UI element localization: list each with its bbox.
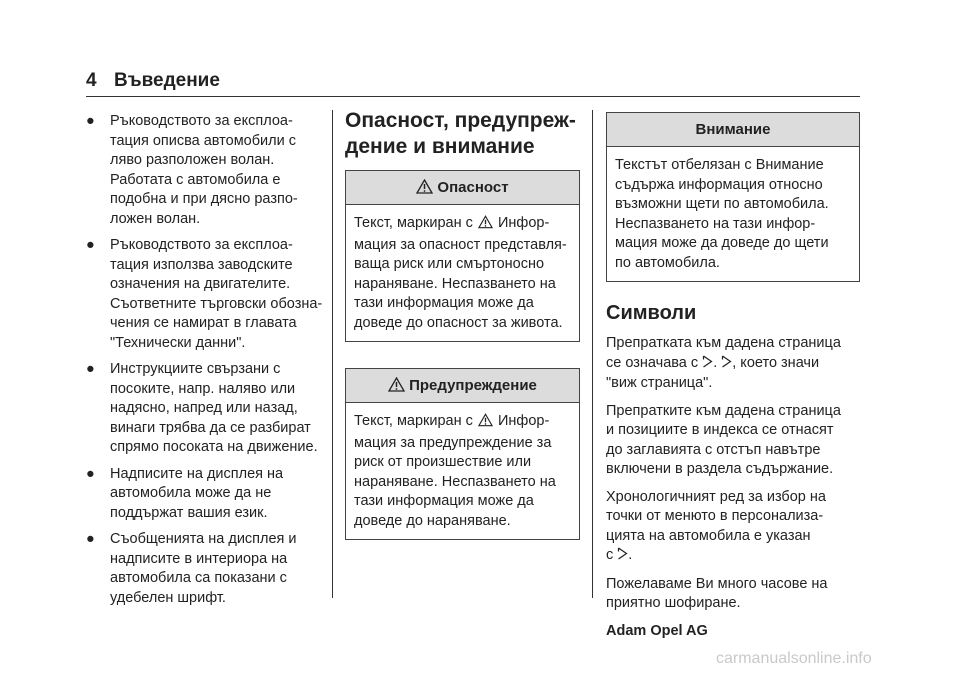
column-3 <box>606 112 860 649</box>
paragraph-text: Хронологичният ред за избор на точки от менюто в персонализа- цията на автомобила е указан с <box>606 488 826 563</box>
paragraph-text: . <box>713 354 722 371</box>
warning-triangle-icon <box>416 173 433 206</box>
warning-box-title: Предупреждение <box>409 377 537 394</box>
bullet-icon: ● <box>86 531 95 547</box>
bullet-text: Ръководството за експлоа- тация използва заводските означения на двигателите. Съответните търговски обозна- чения се намират в главата "Технически данни". <box>110 237 323 351</box>
bullet-text: Инструкциите свързани с посоките, напр. наляво или надясно, напред или назад, винаги трябва да се разбират спрямо посоката на движение. <box>110 361 318 455</box>
bullet-text: Надписите на дисплея на автомобила може да не поддържат вашия език. <box>110 465 284 521</box>
page-title: Въведение <box>114 70 220 91</box>
danger-box-body <box>346 205 579 341</box>
paragraph-index-reference: Препратките към дадена страница и позициите в индекса се отнасят до заглавията с отстъп навътре включени в раздела съдържание. <box>606 402 841 477</box>
page-reference-icon <box>702 355 713 375</box>
danger-box <box>345 170 580 342</box>
column-divider-1 <box>332 110 333 598</box>
warning-text-start: Текст, маркиран с <box>354 413 477 429</box>
page-number: 4 <box>86 70 97 91</box>
signature: Adam Opel AG <box>606 622 708 639</box>
danger-text-start: Текст, маркиран с <box>354 215 477 231</box>
caution-box <box>606 112 860 282</box>
page-reference-icon <box>721 355 732 375</box>
danger-box-header <box>346 171 579 205</box>
paragraph-text: , което значи "виж страница". <box>606 354 820 391</box>
warning-triangle-icon <box>478 215 493 236</box>
danger-box-title: Опасност <box>437 179 509 196</box>
column-2 <box>345 108 580 566</box>
column-1 <box>86 112 326 615</box>
list-item <box>86 530 326 608</box>
warning-text-rest: Инфор- мация за предупреждение за риск от произшествие или нараняване. Неспазването на тази информация може да доведе до нараняване. <box>354 413 556 529</box>
warning-box-body <box>346 403 579 539</box>
bullet-icon: ● <box>86 361 95 377</box>
bullet-text: Съобщенията на дисплея и надписите в интериора на автомобила са показани с удебелен шрифт. <box>110 531 297 606</box>
list-item <box>86 112 326 229</box>
paragraph-text: Препратката към дадена страница се означава с <box>606 335 841 371</box>
caution-box-body: Текстът отбелязан с Внимание съдържа информация относно възможни щети по автомобила. Неспазването на тази инфор- мация може да доведе до щети по автомобила. <box>615 157 829 271</box>
paragraph-text: . <box>628 547 633 563</box>
section-heading-symbols: Символи <box>606 302 697 324</box>
warning-triangle-icon <box>478 413 493 434</box>
list-item <box>86 465 326 524</box>
bullet-icon: ● <box>86 465 95 482</box>
bullet-text: Ръководството за експлоа- тация описва автомобили с ляво разположен волан. Работата с автомобила е подобна и при дясно разпо- ложен волан. <box>110 113 298 227</box>
list-item <box>86 236 326 353</box>
column-divider-2 <box>592 110 593 598</box>
warning-box <box>345 368 580 540</box>
warning-box-header <box>346 369 579 403</box>
section-heading-warnings: Опасност, предупреж- дение и внимание <box>345 109 576 158</box>
paragraph-greeting: Пожелаваме Ви много часове на приятно шофиране. <box>606 575 828 611</box>
warning-triangle-icon <box>388 371 405 404</box>
paragraph-page-reference <box>606 334 860 394</box>
paragraph-menu-order <box>606 488 860 567</box>
watermark: carmanualsonline.info <box>716 650 872 667</box>
header-divider <box>86 96 860 97</box>
bullet-icon: ● <box>86 237 95 253</box>
caution-box-header: Внимание <box>607 113 859 147</box>
list-item <box>86 360 326 458</box>
bullet-icon: ● <box>86 113 95 129</box>
page-header <box>86 70 220 92</box>
menu-arrow-icon <box>617 547 628 567</box>
danger-text-rest: Инфор- мация за опасност представля- ваща риск или смъртоносно нараняване. Неспазването на тази информация може да доведе до опасност за живота. <box>354 215 567 331</box>
